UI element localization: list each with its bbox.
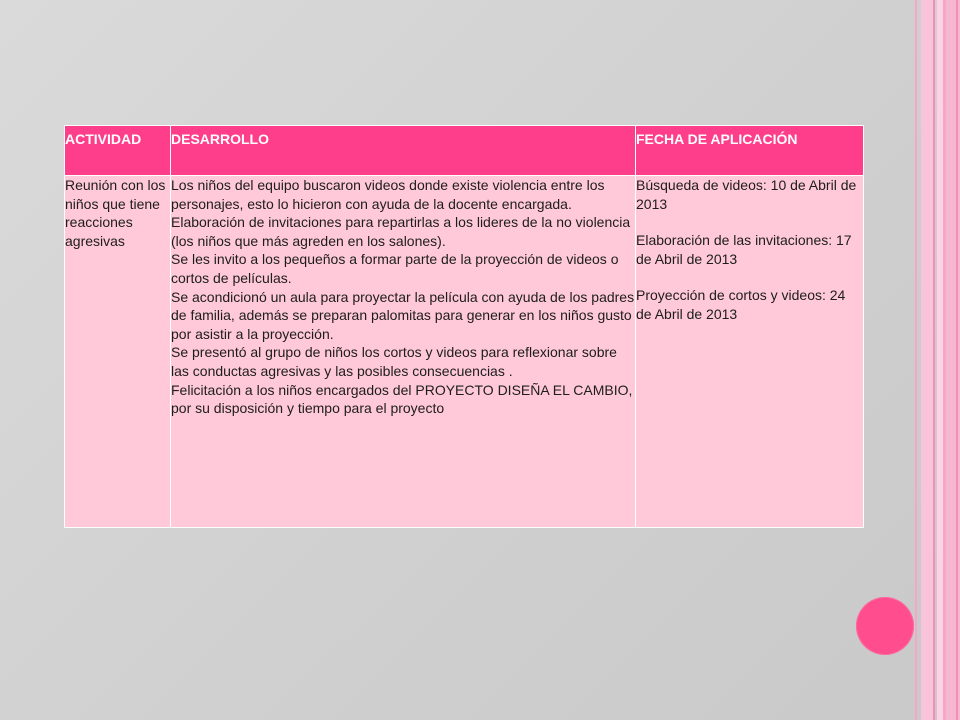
fecha-item: Proyección de cortos y videos: 24 de Abril de 2013 — [636, 287, 846, 322]
desarrollo-paragraph: Elaboración de invitaciones para repartirlas a los lideres de la no violencia (los niños que más agreden en los salones). — [171, 214, 631, 249]
header-desarrollo: DESARROLLO — [171, 126, 636, 176]
fecha-item: Búsqueda de videos: 10 de Abril de 2013 — [636, 177, 857, 212]
cell-actividad: Reunión con los niños que tiene reacciones agresivas — [65, 176, 171, 528]
desarrollo-paragraph: Los niños del equipo buscaron videos donde existe violencia entre los personajes, esto lo hicieron con ayuda de la docente encargada. — [171, 177, 605, 212]
fecha-item: Elaboración de las invitaciones: 17 de Abril de 2013 — [636, 232, 852, 267]
desarrollo-paragraph: Se acondicionó un aula para proyectar la película con ayuda de los padres de familia, además se preparan palomitas para generar en los niños gusto por asistir a la proyección. — [171, 288, 635, 342]
cell-fecha-aplicacion — [636, 176, 864, 528]
desarrollo-paragraph: Felicitación a los niños encargados del PROYECTO DISEÑA EL CAMBIO, por su disposición y tiempo para el proyecto — [171, 381, 633, 417]
header-actividad: ACTIVIDAD — [65, 126, 171, 176]
desarrollo-paragraph: Se presentó al grupo de niños los cortos y videos para reflexionar sobre las conductas agresivas y las posibles consecuencias . — [171, 344, 617, 379]
decorative-stripe — [956, 0, 958, 720]
decorative-stripe — [915, 0, 917, 720]
table-header-row — [65, 126, 864, 176]
decorative-circle-icon — [856, 597, 914, 655]
cell-desarrollo — [171, 176, 636, 528]
header-fecha-aplicacion: FECHA DE APLICACIÓN — [636, 126, 864, 176]
desarrollo-paragraph: Se les invito a los pequeños a formar parte de la proyección de videos o cortos de películas. — [171, 251, 619, 286]
decorative-stripe — [921, 0, 933, 720]
activity-table — [64, 125, 864, 528]
decorative-stripe — [933, 0, 935, 720]
table-row — [65, 176, 864, 528]
